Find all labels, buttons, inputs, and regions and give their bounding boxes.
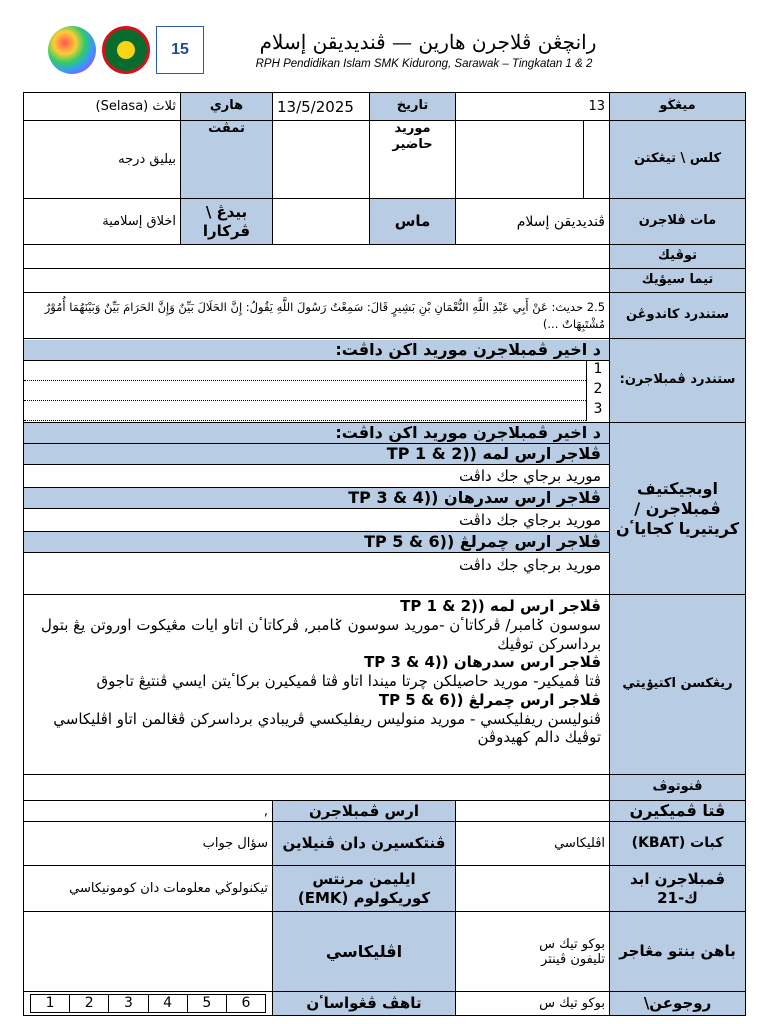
rujukan-value: بوكو تيك س (456, 992, 610, 1016)
tahap-number-5[interactable]: 5 (188, 995, 227, 1012)
bidang-value: اخلاق إسلامية (24, 199, 181, 245)
tahap-number-2[interactable]: 2 (70, 995, 109, 1012)
tahap-numbers (24, 992, 273, 1016)
standard-kandungan-label: ستندرد كاندوڠن (610, 293, 746, 339)
sp-header: د اخير ڤمبلاجرن موريد اكن داڤت: (24, 340, 609, 361)
sp-number-3: 3 (586, 401, 609, 421)
murid-hadir-label: موريد حاضير (370, 121, 456, 199)
obj-level-2: ڤلاجر ارس سدرهان ((TP 3 & 4 (24, 488, 609, 509)
page-header (0, 0, 768, 90)
ministry-logo-icon (156, 26, 204, 74)
minggu-label: ميڠڬو (610, 93, 746, 121)
peta-pemikiran-label: ڤتا ڤميكيرن (610, 801, 746, 822)
sp-row-2 (24, 381, 609, 401)
sp-row-1 (24, 361, 609, 381)
tahap-number-1[interactable]: 1 (31, 995, 70, 1012)
rk-level-1-text: سوسون ݢامبر/ ڤركاتاٴن -موريد سوسون ݢامبر, ڤركاتاٴن اتاو ايات مڠيكوت اوروتن يڠ بتول برداسركن توڤيك (41, 615, 602, 653)
standard-pembelajaran-box (24, 339, 610, 423)
rk-level-3: ڤلاجر ارس چمرلڠ ((TP 5 & 6 (378, 690, 602, 709)
standard-pembelajaran-label: ستندرد ڤمبلاجرن: (610, 339, 746, 423)
bahan-value (456, 912, 610, 992)
bahan-label: باهن بنتو مڠاجر (610, 912, 746, 992)
rujukan-label: روجوعن\ (610, 992, 746, 1016)
pembelajaran-abad-label: ڤمبلاجرن ابد ك-21 (610, 866, 746, 912)
bahan-value-2: تليفون ڤينتر (541, 951, 606, 967)
obj-level-3-text: موريد برجاي جك داڤت (458, 556, 602, 574)
sp-number-2: 2 (586, 381, 609, 401)
pentaksiran-label: ڤنتكسيرن دان ڤنيلاين (273, 822, 456, 866)
bidang-label: بيدڠ \ ڤركارا (181, 199, 273, 245)
tajuk-value (24, 245, 610, 269)
mata-pelajaran-label: مات ڤلاجرن (610, 199, 746, 245)
masa-label: ماس (370, 199, 456, 245)
minggu-value: 13 (456, 93, 610, 121)
rk-level-3-text: ڤنوليسن ريفليكسي - موريد منوليس ريفليكسي ڤريبادي برداسركن ڤڠالمن اتاو اڤليكاسي توڤيك دالم كهيدوڤن (53, 709, 602, 747)
kelas-value (456, 121, 584, 199)
obj-level-3: ڤلاجر ارس چمرلڠ ((TP 5 & 6 (24, 532, 609, 553)
penutup-label: ڤنوتوڤ (610, 775, 746, 801)
aplikasi-value (24, 912, 273, 992)
objektif-label: اوبجيكتيف ڤمبلاجرن / كريتيريا كجاياٴن (610, 423, 746, 595)
aplikasi-label: اڤليكاسي (273, 912, 456, 992)
hari-label: هاري (181, 93, 273, 121)
rk-level-1: ڤلاجر ارس لمه ((TP 1 & 2 (400, 597, 602, 615)
tempat-label: تمڤت (181, 121, 273, 199)
kelas-value-extra (584, 121, 610, 199)
tahap-number-3[interactable]: 3 (109, 995, 148, 1012)
penutup-value (24, 775, 610, 801)
obj-level-1-text: موريد برجاي جك داڤت (24, 465, 609, 488)
ringkasan-box (24, 595, 610, 775)
obj-header: د اخير ڤمبلاجرن موريد اكن داڤت: (24, 423, 609, 444)
murid-hadir-value (273, 121, 370, 199)
pentaksiran-value: سؤال جواب (24, 822, 273, 866)
rk-level-2: ڤلاجر ارس سدرهان ((TP 3 & 4 (364, 653, 602, 672)
aras-value: , (24, 801, 273, 822)
rk-level-2-text: ڤتا ڤميكير- موريد حاصيلكن چرتا ميندا اتاو ڤتا ڤميكيرن بركاٴيتن ايسي ڤنتيڠ تاجوق (96, 672, 602, 690)
tema-label: تيما سيؤيك (610, 269, 746, 293)
kbat-label: كبات (KBAT) (610, 822, 746, 866)
tarikh-value: 13/5/2025 (273, 93, 370, 121)
ministry-logo-text: 15 (171, 41, 189, 58)
tajuk-label: توڤيك (610, 245, 746, 269)
obj-level-1: ڤلاجر ارس لمه ((TP 1 & 2 (24, 444, 609, 465)
colorful-circle-logo-icon (48, 26, 96, 74)
emk-label: ايليمن مرنتس كوريكولوم (EMK) (273, 866, 456, 912)
document-subtitle: RPH Pendidikan Islam SMK Kidurong, Sarawak – Tingkatan 1 & 2 (255, 58, 593, 70)
aras-label: ارس ڤمبلاجرن (273, 801, 456, 822)
masa-value (273, 199, 370, 245)
bahan-value-1: بوكو تيك س (539, 936, 606, 952)
objektif-box (24, 423, 610, 595)
tahap-number-4[interactable]: 4 (149, 995, 188, 1012)
tarikh-label: تاريخ (370, 93, 456, 121)
sp-number-1: 1 (586, 361, 609, 381)
emk-value: تيكنولوڬي معلومات دان كومونيكاسي (24, 866, 273, 912)
peta-pemikiran-value (456, 801, 610, 822)
ringkasan-label: ريڠكسن اكتيۏيتي (610, 595, 746, 775)
document-title: رانچڠن ڤلاجرن هارين — ڤنديديقن إسلام (259, 30, 597, 54)
logo-group (48, 26, 204, 74)
lesson-plan-table (23, 92, 746, 1016)
standard-kandungan-value: 2.5 حديث: عَنْ أَبِي عَبْدِ اللَّهِ النُّعْمَانِ بْنِ بَشِيرٍ قَالَ: سَمِعْتُ رَسُولَ اللَّهِ يَقُولُ: إِنَّ الحَلَالَ بَيِّنٌ وَإِنَّ الحَرَامَ بَيِّنٌ وَبَيْنَهُمَا أُمُوْرٌ مُشْتَبِهَاتٌ ...) (24, 293, 610, 339)
tahap-number-6[interactable]: 6 (241, 995, 251, 1011)
tempat-value: بيليق درجه (24, 121, 181, 199)
school-crest-logo-icon (102, 26, 150, 74)
kelas-label: كلس \ تيڠكتن (610, 121, 746, 199)
kbat-value: اڤليكاسي (456, 822, 610, 866)
mata-pelajaran-value: ڤنديديقن إسلام (456, 199, 610, 245)
sp-row-3 (24, 401, 609, 421)
obj-level-2-text: موريد برجاي جك داڤت (24, 509, 609, 532)
hari-value: ثلاث (Selasa) (24, 93, 181, 121)
tahap-label: تاهڤ ڤڠواساٴن (273, 992, 456, 1016)
pembelajaran-abad-value (456, 866, 610, 912)
tema-value (24, 269, 610, 293)
